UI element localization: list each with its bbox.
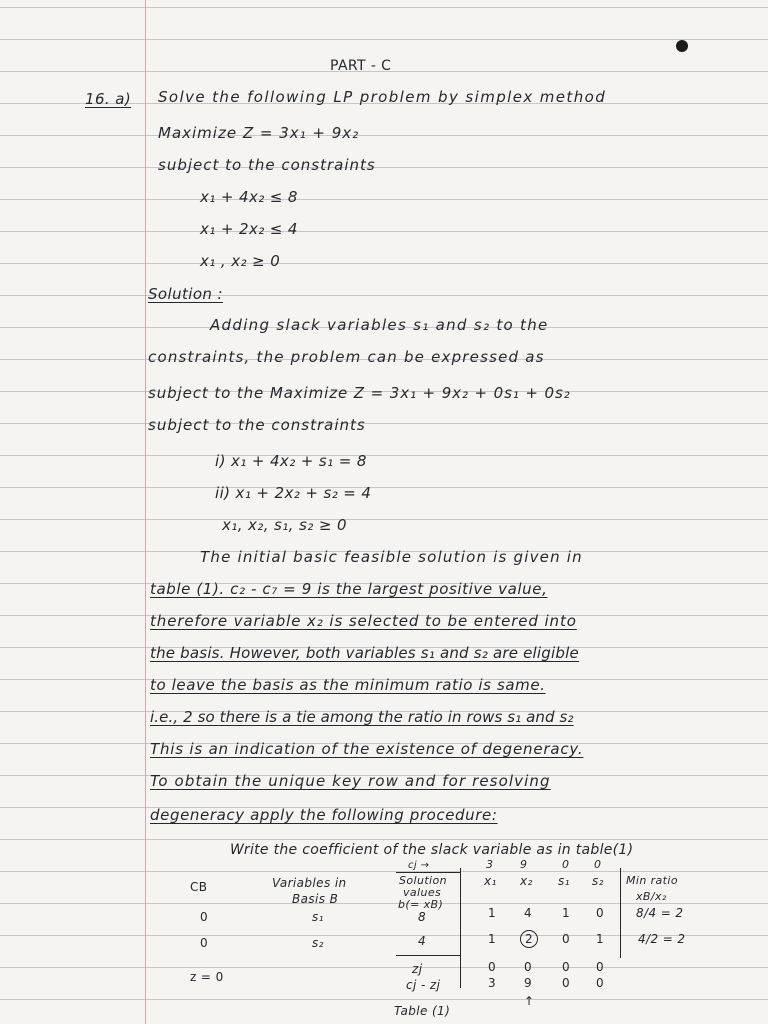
punch-hole xyxy=(676,40,688,52)
header-basis-line1: Variables in xyxy=(272,876,347,890)
std-constraint-2: ii) x₁ + 2x₂ + s₂ = 4 xyxy=(215,484,372,502)
table-rule xyxy=(396,872,460,873)
para2-line6: i.e., 2 so there is a tie among the ratio in rows s₁ and s₂ xyxy=(150,708,574,726)
row1-ratio: 8/4 = 2 xyxy=(636,906,684,920)
header-s2: s₂ xyxy=(592,874,604,888)
row2-basis: s₂ xyxy=(312,936,324,950)
row2-cb: 0 xyxy=(200,936,209,950)
cjzj-value: 3 xyxy=(488,976,497,990)
row2-s2: 1 xyxy=(596,932,605,946)
para2-line4: the basis. However, both variables s₁ and s₂ are eligible xyxy=(150,644,579,662)
row2-x2: 2 xyxy=(520,930,538,948)
row1-x2: 4 xyxy=(524,906,533,920)
row1-s2: 0 xyxy=(596,906,605,920)
para2-line3: therefore variable x₂ is selected to be entered into xyxy=(150,612,577,630)
header-solution-line1: Solution xyxy=(399,874,448,887)
table-divider xyxy=(460,868,461,988)
zj-value: 0 xyxy=(488,960,497,974)
z-value: z = 0 xyxy=(190,970,224,984)
header-s1: s₁ xyxy=(558,874,570,888)
cj-value: 0 xyxy=(594,858,602,871)
row2-ratio: 4/2 = 2 xyxy=(638,932,686,946)
row1-b: 8 xyxy=(418,910,427,924)
para1-line2: constraints, the problem can be expressed as xyxy=(148,348,545,366)
table-caption: Table (1) xyxy=(394,1004,451,1018)
entering-arrow: ↑ xyxy=(524,994,535,1008)
key-element xyxy=(520,930,538,948)
subject-to: subject to the constraints xyxy=(158,156,376,174)
std-constraint-1: i) x₁ + 4x₂ + s₁ = 8 xyxy=(215,452,367,470)
cjzj-label: cj - zj xyxy=(406,978,441,992)
header-solution-line3: b(= xB) xyxy=(398,898,444,911)
constraint-3: x₁ , x₂ ≥ 0 xyxy=(200,252,281,270)
row1-s1: 1 xyxy=(562,906,571,920)
cjzj-value: 0 xyxy=(596,976,605,990)
header-x1: x₁ xyxy=(484,874,497,888)
row2-x1: 1 xyxy=(488,932,497,946)
zj-value: 0 xyxy=(524,960,533,974)
header-ratio-line2: xB/x₂ xyxy=(636,890,667,903)
cj-label: cj → xyxy=(408,860,430,871)
solution-label: Solution : xyxy=(148,285,223,303)
header-ratio-line1: Min ratio xyxy=(626,874,678,887)
para2-line5: to leave the basis as the minimum ratio is same. xyxy=(150,676,546,694)
constraint-2: x₁ + 2x₂ ≤ 4 xyxy=(200,220,298,238)
cjzj-value: 0 xyxy=(562,976,571,990)
row2-s1: 0 xyxy=(562,932,571,946)
row1-cb: 0 xyxy=(200,910,209,924)
cjzj-value: 9 xyxy=(524,976,533,990)
para3: Write the coefficient of the slack variable as in table(1) xyxy=(230,842,634,858)
para2-line9: degeneracy apply the following procedure: xyxy=(150,806,498,824)
std-constraint-3: x₁, x₂, s₁, s₂ ≥ 0 xyxy=(222,516,347,534)
header-cb: CB xyxy=(190,880,208,894)
constraint-1: x₁ + 4x₂ ≤ 8 xyxy=(200,188,298,206)
problem-statement: Solve the following LP problem by simplex method xyxy=(158,88,607,106)
header-solution-line2: values xyxy=(403,886,442,899)
cj-value: 9 xyxy=(520,858,528,871)
header-basis-line2: Basis B xyxy=(292,892,339,906)
row1-basis: s₁ xyxy=(312,910,324,924)
objective-function: Maximize Z = 3x₁ + 9x₂ xyxy=(158,124,360,142)
question-number: 16. a) xyxy=(85,90,132,108)
header-x2: x₂ xyxy=(520,874,533,888)
cj-value: 3 xyxy=(486,858,494,871)
margin-line xyxy=(145,0,146,1024)
para1-line4: subject to the constraints xyxy=(148,416,366,434)
zj-value: 0 xyxy=(596,960,605,974)
table-divider xyxy=(620,868,621,958)
para2-line2: table (1). c₂ - c₇ = 9 is the largest positive value, xyxy=(150,580,548,598)
para2-line7: This is an indication of the existence of degeneracy. xyxy=(150,740,584,758)
para1-line3: subject to the Maximize Z = 3x₁ + 9x₂ + 0s₁ + 0s₂ xyxy=(148,384,571,402)
row2-b: 4 xyxy=(418,934,427,948)
zj-value: 0 xyxy=(562,960,571,974)
row1-x1: 1 xyxy=(488,906,497,920)
part-heading: PART - C xyxy=(330,58,392,74)
zj-label: zj xyxy=(412,962,423,976)
para2-line1: The initial basic feasible solution is given in xyxy=(200,548,583,566)
para1-line1: Adding slack variables s₁ and s₂ to the xyxy=(210,316,549,334)
para2-line8: To obtain the unique key row and for resolving xyxy=(150,772,551,790)
cj-value: 0 xyxy=(562,858,570,871)
table-rule xyxy=(396,955,460,956)
